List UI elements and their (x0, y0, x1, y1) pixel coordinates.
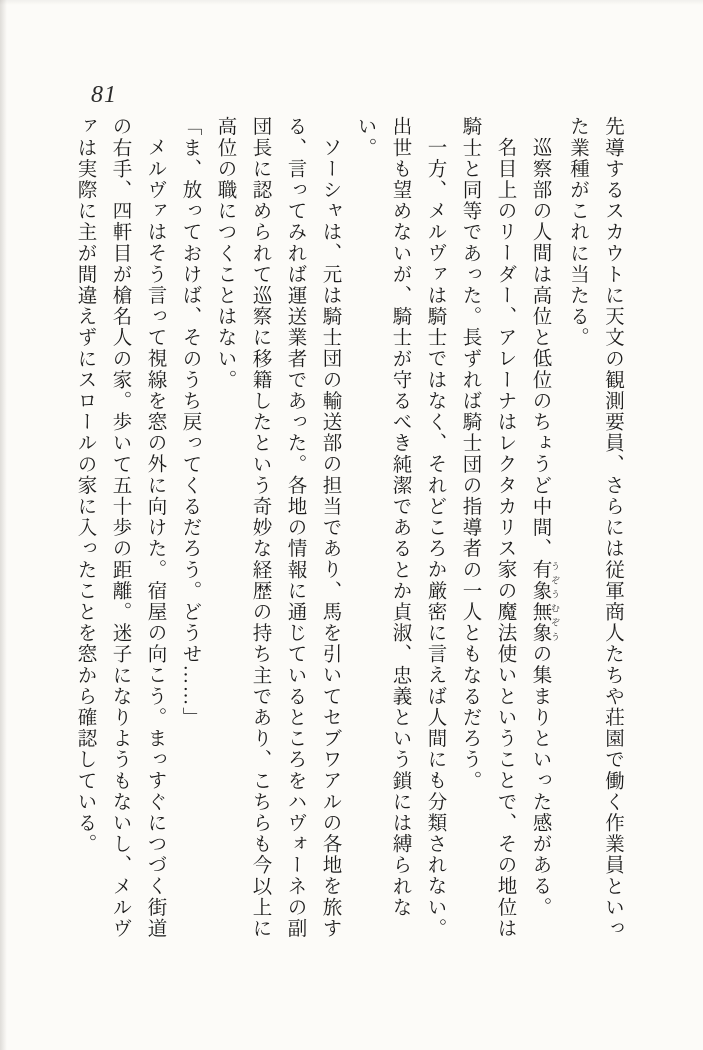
paragraph: 「ま、放っておけば、そのうち戻ってくるだろう。どうせ……」 (179, 116, 201, 728)
paragraph: 一方、メルヴァは騎士ではなく、それどころか厳密に言えば人間にも分類されない。出世も望めないが、騎士が守るべき純潔であるとか貞淑、忠義という鎖には縛られない。 (354, 116, 446, 939)
page-number: 81 (91, 82, 117, 108)
page-edge-shadow (0, 0, 7, 1050)
paragraph: 先導するスカウトに天文の観測要員、さらには従軍商人たちや荘園で働く作業員といった業種がこれに当たる。 (567, 116, 623, 939)
paragraph: メルヴァはそう言って視線を窓の外に向けた。宿屋の向こう。まっすぐにつづく街道の右手、四軒目が槍名人の家。歩いて五十歩の距離。迷子になりようもないし、メルヴァは実際に主が間違えずにスロールの家に入ったことを窓から確認している。 (74, 116, 166, 939)
paragraph: 名目上のリーダー、アレーナはレクタカリス家の魔法使いということで、その地位は騎士と同等であった。長ずれば騎士団の指導者の一人ともなるだろう。 (459, 116, 516, 939)
paragraph: ソーシャは、元は騎士団の輸送部の担当であり、馬を引いてセブワアルの各地を旅する、言ってみれば運送業者であった。各地の情報に通じているところをハヴォーネの副団長に認められて巡察に移籍したという奇妙な経歴の持ち主であり、こちらも今以上に高位の職につくことはない。 (214, 116, 341, 939)
ruby-annotated-word: 有象無象 うぞうむぞう (529, 559, 560, 644)
text-body (66, 116, 630, 944)
paragraph: 巡察部の人間は高位と低位のちょうど中間、有象無象 うぞうむぞうの集まりといった感がある。 (529, 137, 560, 918)
page-top-shadow (0, 0, 703, 5)
